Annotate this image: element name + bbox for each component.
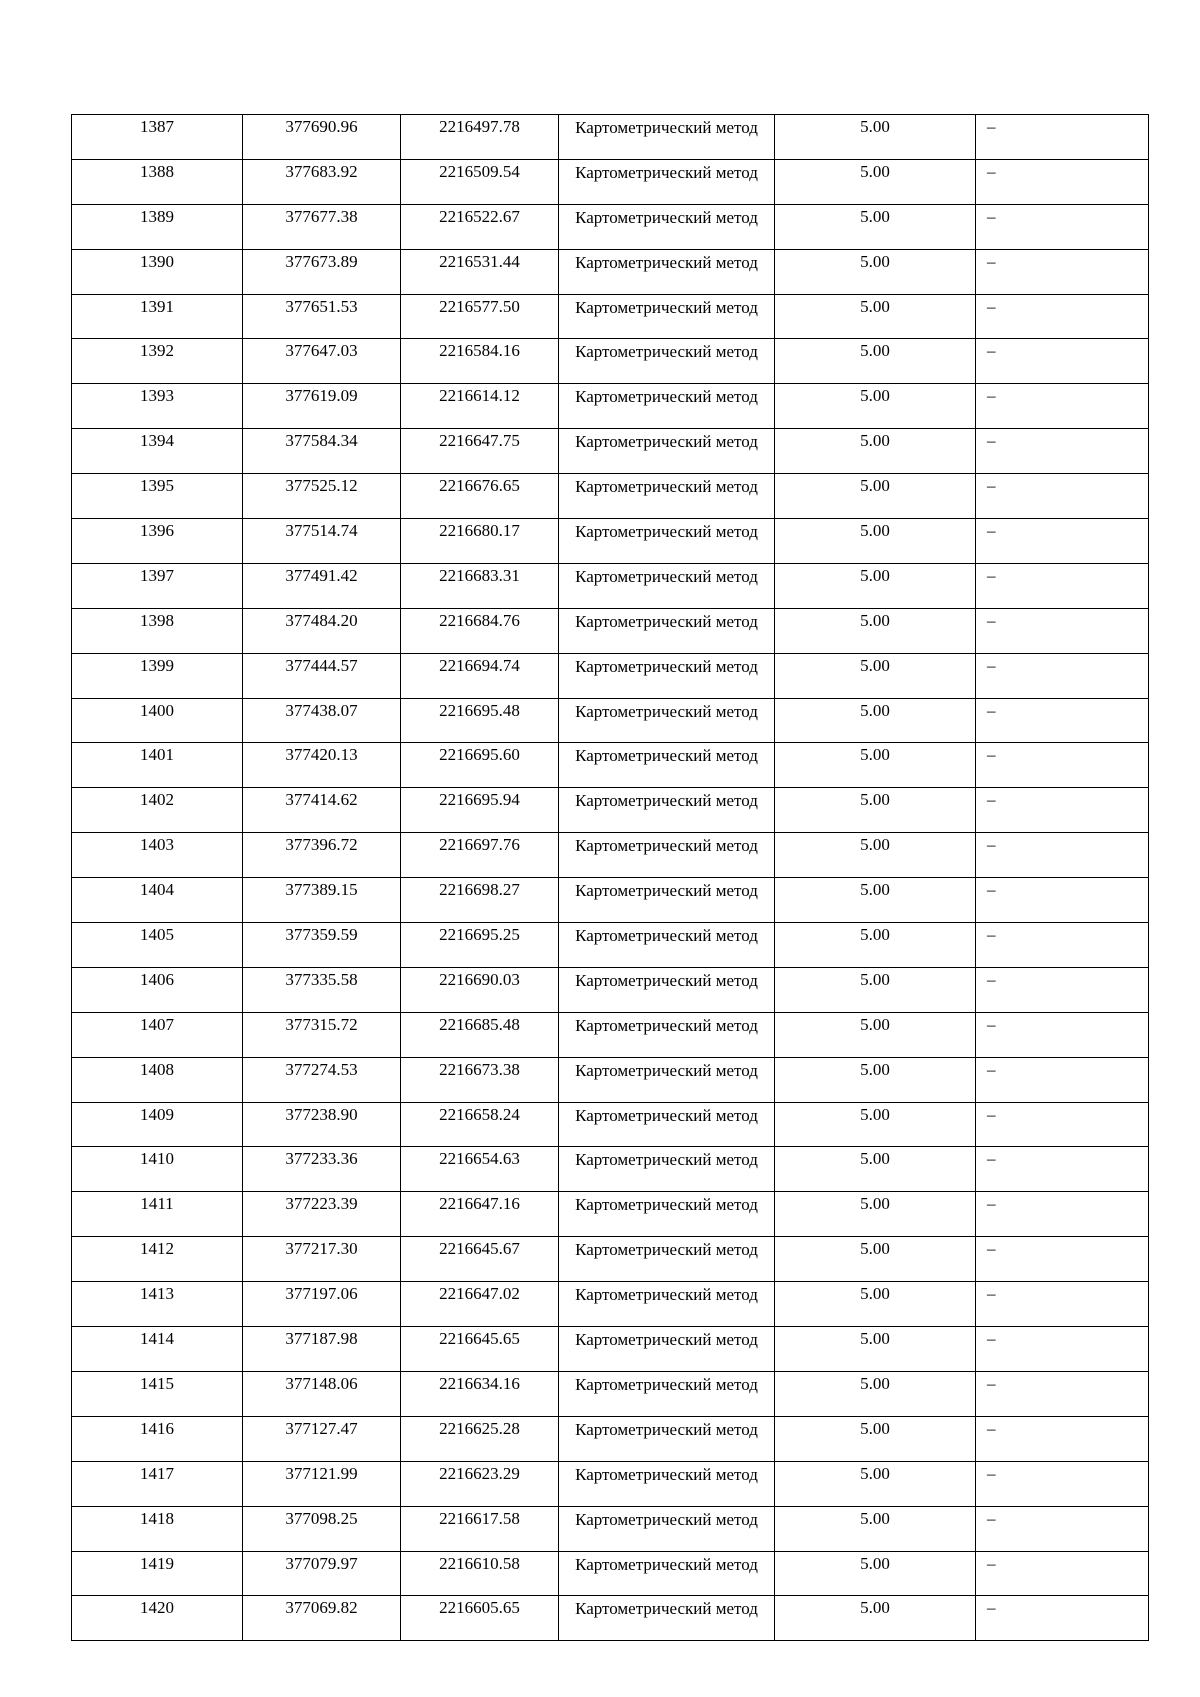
accuracy-cell: 5.00: [775, 1057, 976, 1102]
x-coordinate-cell: 377683.92: [243, 159, 401, 204]
x-coordinate-cell: 377651.53: [243, 294, 401, 339]
point-number-cell: 1395: [72, 474, 243, 519]
table-row: [72, 1596, 1149, 1641]
method-cell: Картометрический метод: [559, 1102, 775, 1147]
method-cell: Картометрический метод: [559, 698, 775, 743]
method-cell: Картометрический метод: [559, 204, 775, 249]
table-row: [72, 878, 1149, 923]
y-coordinate-cell: 2216645.67: [401, 1237, 559, 1282]
x-coordinate-cell: 377197.06: [243, 1282, 401, 1327]
y-coordinate-cell: 2216647.02: [401, 1282, 559, 1327]
x-coordinate-cell: 377335.58: [243, 967, 401, 1012]
method-cell: Картометрический метод: [559, 384, 775, 429]
accuracy-cell: 5.00: [775, 923, 976, 968]
y-coordinate-cell: 2216695.94: [401, 788, 559, 833]
accuracy-cell: 5.00: [775, 1327, 976, 1372]
table-row: [72, 1371, 1149, 1416]
description-cell: –: [976, 1327, 1149, 1372]
description-cell: –: [976, 115, 1149, 160]
accuracy-cell: 5.00: [775, 563, 976, 608]
y-coordinate-cell: 2216634.16: [401, 1371, 559, 1416]
y-coordinate-cell: 2216617.58: [401, 1506, 559, 1551]
y-coordinate-cell: 2216645.65: [401, 1327, 559, 1372]
y-coordinate-cell: 2216695.48: [401, 698, 559, 743]
description-cell: –: [976, 653, 1149, 698]
x-coordinate-cell: 377315.72: [243, 1012, 401, 1057]
accuracy-cell: 5.00: [775, 204, 976, 249]
point-number-cell: 1394: [72, 429, 243, 474]
description-cell: –: [976, 833, 1149, 878]
method-cell: Картометрический метод: [559, 967, 775, 1012]
point-number-cell: 1414: [72, 1327, 243, 1372]
accuracy-cell: 5.00: [775, 1237, 976, 1282]
x-coordinate-cell: 377444.57: [243, 653, 401, 698]
description-cell: –: [976, 294, 1149, 339]
point-number-cell: 1400: [72, 698, 243, 743]
accuracy-cell: 5.00: [775, 788, 976, 833]
point-number-cell: 1391: [72, 294, 243, 339]
point-number-cell: 1409: [72, 1102, 243, 1147]
accuracy-cell: 5.00: [775, 294, 976, 339]
accuracy-cell: 5.00: [775, 698, 976, 743]
method-cell: Картометрический метод: [559, 294, 775, 339]
description-cell: –: [976, 1551, 1149, 1596]
table-row: [72, 923, 1149, 968]
point-number-cell: 1408: [72, 1057, 243, 1102]
description-cell: –: [976, 339, 1149, 384]
accuracy-cell: 5.00: [775, 384, 976, 429]
y-coordinate-cell: 2216509.54: [401, 159, 559, 204]
method-cell: Картометрический метод: [559, 1192, 775, 1237]
coordinates-table: [71, 114, 1149, 1641]
description-cell: –: [976, 384, 1149, 429]
description-cell: –: [976, 1461, 1149, 1506]
method-cell: Картометрический метод: [559, 115, 775, 160]
accuracy-cell: 5.00: [775, 833, 976, 878]
x-coordinate-cell: 377238.90: [243, 1102, 401, 1147]
description-cell: –: [976, 1282, 1149, 1327]
x-coordinate-cell: 377389.15: [243, 878, 401, 923]
x-coordinate-cell: 377359.59: [243, 923, 401, 968]
table-row: [72, 1057, 1149, 1102]
point-number-cell: 1404: [72, 878, 243, 923]
y-coordinate-cell: 2216658.24: [401, 1102, 559, 1147]
x-coordinate-cell: 377619.09: [243, 384, 401, 429]
y-coordinate-cell: 2216623.29: [401, 1461, 559, 1506]
method-cell: Картометрический метод: [559, 159, 775, 204]
method-cell: Картометрический метод: [559, 1506, 775, 1551]
x-coordinate-cell: 377217.30: [243, 1237, 401, 1282]
point-number-cell: 1389: [72, 204, 243, 249]
accuracy-cell: 5.00: [775, 967, 976, 1012]
accuracy-cell: 5.00: [775, 1147, 976, 1192]
point-number-cell: 1416: [72, 1416, 243, 1461]
description-cell: –: [976, 519, 1149, 564]
accuracy-cell: 5.00: [775, 608, 976, 653]
table-row: [72, 519, 1149, 564]
accuracy-cell: 5.00: [775, 1506, 976, 1551]
table-row: [72, 1506, 1149, 1551]
x-coordinate-cell: 377233.36: [243, 1147, 401, 1192]
description-cell: –: [976, 878, 1149, 923]
method-cell: Картометрический метод: [559, 1551, 775, 1596]
x-coordinate-cell: 377420.13: [243, 743, 401, 788]
description-cell: –: [976, 1416, 1149, 1461]
y-coordinate-cell: 2216647.75: [401, 429, 559, 474]
description-cell: –: [976, 429, 1149, 474]
point-number-cell: 1393: [72, 384, 243, 429]
point-number-cell: 1399: [72, 653, 243, 698]
method-cell: Картометрический метод: [559, 1012, 775, 1057]
point-number-cell: 1387: [72, 115, 243, 160]
accuracy-cell: 5.00: [775, 1371, 976, 1416]
description-cell: –: [976, 1102, 1149, 1147]
description-cell: –: [976, 1506, 1149, 1551]
y-coordinate-cell: 2216614.12: [401, 384, 559, 429]
y-coordinate-cell: 2216684.76: [401, 608, 559, 653]
method-cell: Картометрический метод: [559, 653, 775, 698]
y-coordinate-cell: 2216497.78: [401, 115, 559, 160]
point-number-cell: 1420: [72, 1596, 243, 1641]
accuracy-cell: 5.00: [775, 1012, 976, 1057]
table-row: [72, 788, 1149, 833]
point-number-cell: 1401: [72, 743, 243, 788]
method-cell: Картометрический метод: [559, 608, 775, 653]
method-cell: Картометрический метод: [559, 788, 775, 833]
x-coordinate-cell: 377677.38: [243, 204, 401, 249]
accuracy-cell: 5.00: [775, 159, 976, 204]
table-row: [72, 967, 1149, 1012]
point-number-cell: 1415: [72, 1371, 243, 1416]
accuracy-cell: 5.00: [775, 519, 976, 564]
table-row: [72, 743, 1149, 788]
y-coordinate-cell: 2216695.25: [401, 923, 559, 968]
point-number-cell: 1412: [72, 1237, 243, 1282]
accuracy-cell: 5.00: [775, 1461, 976, 1506]
description-cell: –: [976, 1147, 1149, 1192]
x-coordinate-cell: 377396.72: [243, 833, 401, 878]
accuracy-cell: 5.00: [775, 743, 976, 788]
x-coordinate-cell: 377414.62: [243, 788, 401, 833]
accuracy-cell: 5.00: [775, 1416, 976, 1461]
method-cell: Картометрический метод: [559, 429, 775, 474]
accuracy-cell: 5.00: [775, 474, 976, 519]
point-number-cell: 1402: [72, 788, 243, 833]
point-number-cell: 1418: [72, 1506, 243, 1551]
y-coordinate-cell: 2216695.60: [401, 743, 559, 788]
description-cell: –: [976, 563, 1149, 608]
point-number-cell: 1397: [72, 563, 243, 608]
method-cell: Картометрический метод: [559, 833, 775, 878]
method-cell: Картометрический метод: [559, 339, 775, 384]
x-coordinate-cell: 377098.25: [243, 1506, 401, 1551]
y-coordinate-cell: 2216690.03: [401, 967, 559, 1012]
x-coordinate-cell: 377438.07: [243, 698, 401, 743]
point-number-cell: 1396: [72, 519, 243, 564]
x-coordinate-cell: 377127.47: [243, 1416, 401, 1461]
table-row: [72, 249, 1149, 294]
y-coordinate-cell: 2216694.74: [401, 653, 559, 698]
table-row: [72, 608, 1149, 653]
y-coordinate-cell: 2216680.17: [401, 519, 559, 564]
description-cell: –: [976, 159, 1149, 204]
description-cell: –: [976, 1012, 1149, 1057]
method-cell: Картометрический метод: [559, 1327, 775, 1372]
table-row: [72, 339, 1149, 384]
description-cell: –: [976, 788, 1149, 833]
point-number-cell: 1405: [72, 923, 243, 968]
method-cell: Картометрический метод: [559, 1057, 775, 1102]
y-coordinate-cell: 2216676.65: [401, 474, 559, 519]
accuracy-cell: 5.00: [775, 339, 976, 384]
y-coordinate-cell: 2216531.44: [401, 249, 559, 294]
description-cell: –: [976, 1192, 1149, 1237]
accuracy-cell: 5.00: [775, 1596, 976, 1641]
y-coordinate-cell: 2216698.27: [401, 878, 559, 923]
description-cell: –: [976, 1596, 1149, 1641]
accuracy-cell: 5.00: [775, 878, 976, 923]
table-row: [72, 1416, 1149, 1461]
table-row: [72, 1327, 1149, 1372]
table-row: [72, 1147, 1149, 1192]
point-number-cell: 1417: [72, 1461, 243, 1506]
accuracy-cell: 5.00: [775, 1282, 976, 1327]
point-number-cell: 1406: [72, 967, 243, 1012]
x-coordinate-cell: 377647.03: [243, 339, 401, 384]
table-row: [72, 1192, 1149, 1237]
method-cell: Картометрический метод: [559, 923, 775, 968]
y-coordinate-cell: 2216654.63: [401, 1147, 559, 1192]
point-number-cell: 1398: [72, 608, 243, 653]
table-row: [72, 698, 1149, 743]
method-cell: Картометрический метод: [559, 1147, 775, 1192]
x-coordinate-cell: 377584.34: [243, 429, 401, 474]
method-cell: Картометрический метод: [559, 1416, 775, 1461]
y-coordinate-cell: 2216697.76: [401, 833, 559, 878]
y-coordinate-cell: 2216522.67: [401, 204, 559, 249]
table-row: [72, 563, 1149, 608]
y-coordinate-cell: 2216673.38: [401, 1057, 559, 1102]
point-number-cell: 1410: [72, 1147, 243, 1192]
y-coordinate-cell: 2216577.50: [401, 294, 559, 339]
accuracy-cell: 5.00: [775, 1551, 976, 1596]
description-cell: –: [976, 1057, 1149, 1102]
table-row: [72, 115, 1149, 160]
description-cell: –: [976, 608, 1149, 653]
table-row: [72, 1551, 1149, 1596]
table-row: [72, 1012, 1149, 1057]
method-cell: Картометрический метод: [559, 563, 775, 608]
table-body: [72, 115, 1149, 1641]
table-row: [72, 429, 1149, 474]
x-coordinate-cell: 377079.97: [243, 1551, 401, 1596]
y-coordinate-cell: 2216584.16: [401, 339, 559, 384]
y-coordinate-cell: 2216647.16: [401, 1192, 559, 1237]
y-coordinate-cell: 2216685.48: [401, 1012, 559, 1057]
y-coordinate-cell: 2216625.28: [401, 1416, 559, 1461]
method-cell: Картометрический метод: [559, 1596, 775, 1641]
method-cell: Картометрический метод: [559, 878, 775, 923]
description-cell: –: [976, 1237, 1149, 1282]
table-row: [72, 653, 1149, 698]
table-row: [72, 833, 1149, 878]
accuracy-cell: 5.00: [775, 115, 976, 160]
description-cell: –: [976, 698, 1149, 743]
table-row: [72, 384, 1149, 429]
description-cell: –: [976, 474, 1149, 519]
table-row: [72, 474, 1149, 519]
table-row: [72, 1102, 1149, 1147]
description-cell: –: [976, 204, 1149, 249]
point-number-cell: 1388: [72, 159, 243, 204]
method-cell: Картометрический метод: [559, 1371, 775, 1416]
y-coordinate-cell: 2216683.31: [401, 563, 559, 608]
point-number-cell: 1411: [72, 1192, 243, 1237]
description-cell: –: [976, 249, 1149, 294]
x-coordinate-cell: 377514.74: [243, 519, 401, 564]
description-cell: –: [976, 743, 1149, 788]
point-number-cell: 1392: [72, 339, 243, 384]
point-number-cell: 1390: [72, 249, 243, 294]
accuracy-cell: 5.00: [775, 429, 976, 474]
x-coordinate-cell: 377484.20: [243, 608, 401, 653]
x-coordinate-cell: 377148.06: [243, 1371, 401, 1416]
method-cell: Картометрический метод: [559, 1282, 775, 1327]
x-coordinate-cell: 377223.39: [243, 1192, 401, 1237]
accuracy-cell: 5.00: [775, 1192, 976, 1237]
method-cell: Картометрический метод: [559, 474, 775, 519]
table-row: [72, 1461, 1149, 1506]
x-coordinate-cell: 377491.42: [243, 563, 401, 608]
accuracy-cell: 5.00: [775, 1102, 976, 1147]
x-coordinate-cell: 377525.12: [243, 474, 401, 519]
description-cell: –: [976, 967, 1149, 1012]
y-coordinate-cell: 2216605.65: [401, 1596, 559, 1641]
point-number-cell: 1419: [72, 1551, 243, 1596]
accuracy-cell: 5.00: [775, 249, 976, 294]
table-row: [72, 204, 1149, 249]
point-number-cell: 1413: [72, 1282, 243, 1327]
method-cell: Картометрический метод: [559, 1237, 775, 1282]
table-row: [72, 1237, 1149, 1282]
method-cell: Картометрический метод: [559, 1461, 775, 1506]
table-row: [72, 159, 1149, 204]
x-coordinate-cell: 377069.82: [243, 1596, 401, 1641]
x-coordinate-cell: 377673.89: [243, 249, 401, 294]
method-cell: Картометрический метод: [559, 519, 775, 564]
method-cell: Картометрический метод: [559, 249, 775, 294]
description-cell: –: [976, 923, 1149, 968]
y-coordinate-cell: 2216610.58: [401, 1551, 559, 1596]
method-cell: Картометрический метод: [559, 743, 775, 788]
accuracy-cell: 5.00: [775, 653, 976, 698]
point-number-cell: 1403: [72, 833, 243, 878]
table-row: [72, 1282, 1149, 1327]
point-number-cell: 1407: [72, 1012, 243, 1057]
x-coordinate-cell: 377121.99: [243, 1461, 401, 1506]
x-coordinate-cell: 377274.53: [243, 1057, 401, 1102]
x-coordinate-cell: 377690.96: [243, 115, 401, 160]
table-row: [72, 294, 1149, 339]
x-coordinate-cell: 377187.98: [243, 1327, 401, 1372]
description-cell: –: [976, 1371, 1149, 1416]
